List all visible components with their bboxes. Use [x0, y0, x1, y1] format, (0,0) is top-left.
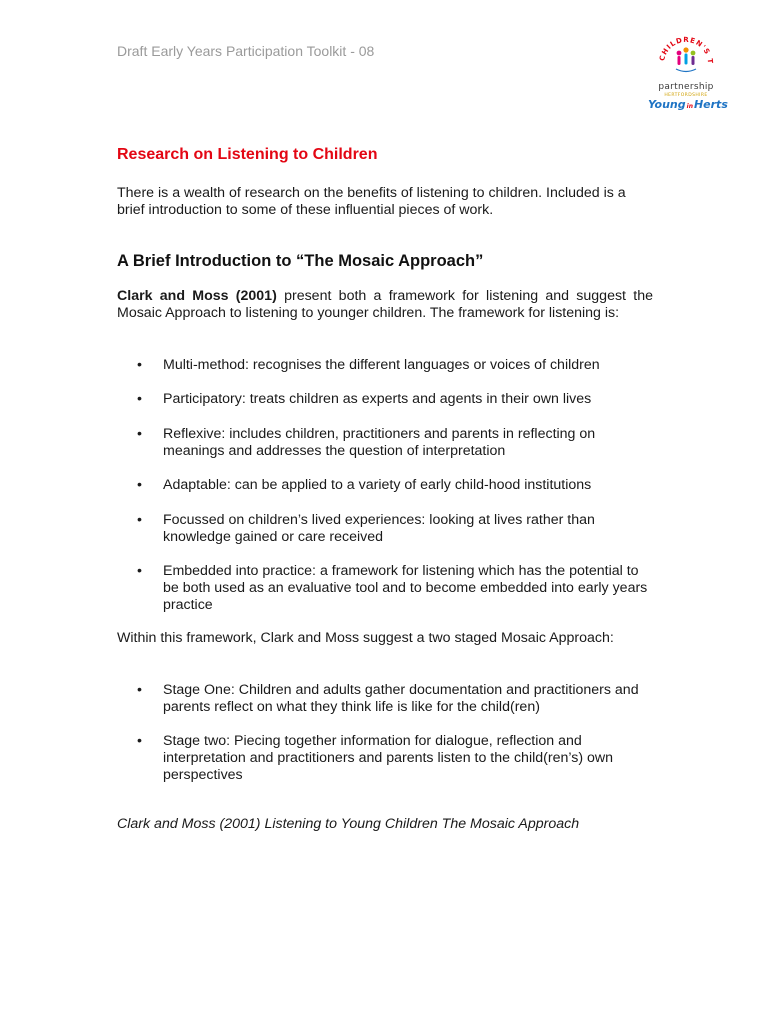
- bullet-dot-icon: •: [137, 391, 142, 407]
- mosaic-lead-paragraph: [117, 288, 653, 322]
- stages-intro-paragraph: Within this framework, Clark and Moss suggest a two staged Mosaic Approach:: [117, 630, 614, 646]
- logo-partnership-text: partnership: [658, 82, 714, 92]
- bullet-dot-icon: •: [137, 733, 142, 749]
- trust-emblem-icon: [648, 34, 724, 82]
- document-page: Draft Early Years Participation Toolkit - 08 CHILDREN'S T partnership HERTFORDSHIRE YounginHerts Research on Listening to Children There is a wealth of research on the benefits of listening to children. Included is a brief introduction to some of these influential pieces of work. A Brief Introduction to “The Mosaic Approach” Clark and Moss (2001) present both a framework for listening and suggest the Mosaic Approach to listening to younger children. The framework for listening is: • Multi-method: recognises the different languages or voices of children • Participatory: treats children as experts and agents in their own lives • Reflexive: includes children, practitioners and parents in reflecting on meanings and addresses the question of interpretation • Adaptable: can be applied to a variety of early child-hood institutions • Focussed on children’s lived experiences: looking at lives rather than knowledge gained or care received • Embedded into practice: a framework for listening which has the potential to be both used as an evaluative tool and to become embedded into early years practice Within this framework, Clark and Moss suggest a two staged Mosaic Approach: • Stage One: Children and adults gather documentation and practitioners and parents reflect on what they think life is like for the child(ren) • Stage two: Piecing together information for dialogue, reflection and interpretation and practitioners and parents listen to the child(ren’s) own perspectives Clark and Moss (2001) Listening to Young Children The Mosaic Approach: [0, 0, 768, 1024]
- lead-text: present both a framework for listening and suggest the Mosaic Approach to listening to younger children. The framework for listening is:: [117, 288, 653, 321]
- bullet-dot-icon: •: [137, 682, 142, 698]
- bullet-dot-icon: •: [137, 426, 142, 442]
- section-title-research: Research on Listening to Children: [117, 146, 378, 163]
- intro-paragraph: There is a wealth of research on the benefits of listening to children. Included is a brief introduction to some of these influential pieces of work.: [117, 185, 626, 218]
- logo-young-in-herts: [648, 98, 728, 111]
- logo-region-text: HERTFORDSHIRE: [664, 93, 708, 98]
- logo-young-prefix: Young: [648, 98, 686, 111]
- svg-text:CHILDREN'S TRUST: CHILDREN'S T: [658, 35, 715, 65]
- header-doc-title: Draft Early Years Participation Toolkit - 08: [117, 43, 375, 59]
- logo-young-suffix: Herts: [693, 98, 728, 111]
- section-title-mosaic: A Brief Introduction to “The Mosaic Approach”: [117, 252, 484, 270]
- logo-young-in: in: [686, 103, 693, 110]
- bullet-dot-icon: •: [137, 512, 142, 528]
- bullet-dot-icon: •: [137, 563, 142, 579]
- childrens-trust-logo: [648, 34, 728, 120]
- bullet-dot-icon: •: [137, 477, 142, 493]
- lead-author-citation: Clark and Moss (2001): [117, 288, 277, 304]
- reference-citation: Clark and Moss (2001) Listening to Young Children The Mosaic Approach: [117, 816, 580, 832]
- bullet-dot-icon: •: [137, 357, 142, 373]
